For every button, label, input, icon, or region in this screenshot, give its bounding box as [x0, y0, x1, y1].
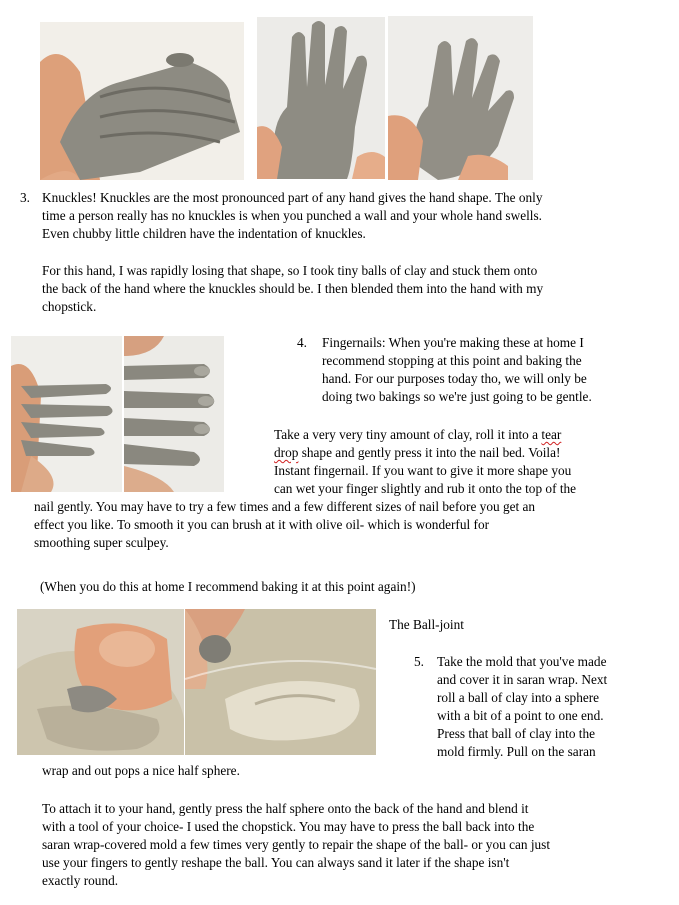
section5-tail: wrap and out pops a nice half sphere.: [42, 763, 240, 778]
section5-line-1: Take the mold that you've made: [437, 654, 607, 669]
mold-press-photo: [17, 609, 184, 755]
list-number-5: 5.: [414, 654, 424, 669]
section3-para2-line-1: For this hand, I was rapidly losing that shape, so I took tiny balls of clay and stuck them onto: [42, 263, 538, 278]
section4-line-3: hand. For our purposes today tho, we will only be: [322, 371, 587, 386]
section3-para2-line-3: chopstick.: [42, 299, 97, 314]
palm-photo: [257, 17, 385, 179]
section4-para2-line-3: Instant fingernail. If you want to give it more shape you: [274, 463, 572, 478]
hand-back-photo: [388, 16, 533, 180]
section4-line-1: Fingernails: When you're making these at home I: [322, 335, 584, 350]
section4-para2-line-2: drop shape and gently press it into the nail bed. Voila!: [274, 445, 561, 460]
section3-para2-line-2: the back of the hand where the knuckles should be. I then blended them into the hand with my: [42, 281, 544, 296]
section5-line-4: with a bit of a point to one end.: [437, 708, 604, 723]
list-number-4: 4.: [297, 335, 307, 350]
section4-para2-line-6: effect you like. To smooth it you can brush at it with olive oil- which is wonderful for: [34, 517, 490, 532]
section5-line-3: roll a ball of clay into a sphere: [437, 690, 600, 705]
saran-mold-photo: [185, 609, 376, 755]
section4-para2-line-5: nail gently. You may have to try a few times and a few different sizes of nail before you get an: [34, 499, 536, 514]
section5-heading: The Ball-joint: [389, 617, 464, 632]
section3-line-1: Knuckles! Knuckles are the most pronounced part of any hand gives the hand shape. The only: [42, 190, 543, 205]
section5-para2-line-3: saran wrap-covered mold a few times very gently to repair the shape of the ball- or you can just: [42, 837, 551, 852]
list-number-3: 3.: [20, 190, 30, 205]
bake-note: (When you do this at home I recommend baking it at this point again!): [40, 579, 416, 594]
section5-para2-line-4: use your fingers to gently reshape the ball. You can always sand it later if the shape isn't: [42, 855, 510, 870]
section4-para2-line-7: smoothing super sculpey.: [34, 535, 169, 550]
fingernails-photo-side: [11, 336, 122, 492]
section3-line-2: time a person really has no knuckles is when you punched a wall and your whole hand swells.: [42, 208, 542, 223]
section5-para2-line-1: To attach it to your hand, gently press the half sphere onto the back of the hand and blend it: [42, 801, 529, 816]
knuckles-photo-side: [40, 22, 244, 180]
section4-para2-line-4: can wet your finger slightly and rub it onto the top of the: [274, 481, 577, 496]
section5-line-2: and cover it in saran wrap. Next: [437, 672, 608, 687]
section5-line-6: mold firmly. Pull on the saran: [437, 744, 596, 759]
section5-para2-line-5: exactly round.: [42, 873, 119, 888]
fingernails-photo-tips: [124, 336, 224, 492]
section4-line-4: doing two bakings so we're just going to be gentle.: [322, 389, 592, 404]
section5-para2-line-2: with a tool of your choice- I used the chopstick. You may have to press the ball back into the: [42, 819, 535, 834]
section5-line-5: Press that ball of clay into the: [437, 726, 596, 741]
section3-line-3: Even chubby little children have the indentation of knuckles.: [42, 226, 366, 241]
section4-para2-line-1: Take a very very tiny amount of clay, roll it into a tear: [274, 427, 562, 442]
section4-line-2: recommend stopping at this point and baking the: [322, 353, 582, 368]
